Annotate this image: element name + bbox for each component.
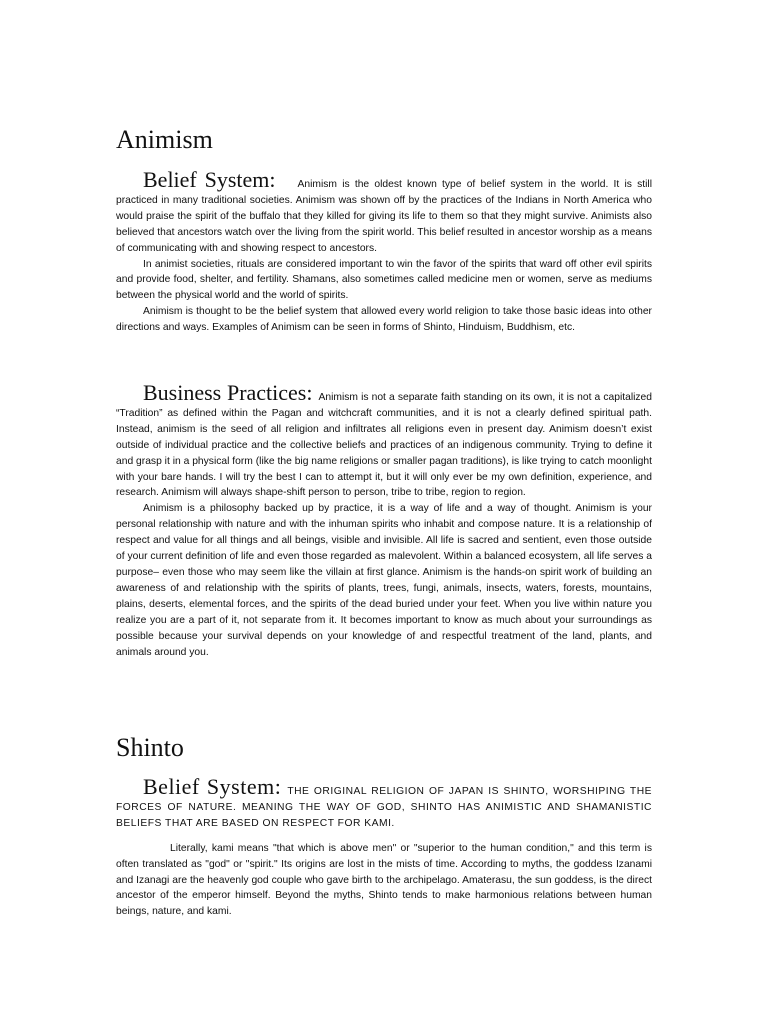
animism-title: Animism [116, 125, 213, 154]
shinto-belief-paragraph-2: Literally, kami means "that which is above men" or "superior to the human condition," and this term is often translated as "god" or "spirit." Its origins are lost in the mists of time. According to myths, the goddess Izanami and Izanagi are the heavenly god couple who gave birth to the archipelago. Amaterasu, the sun goddess, is the direct ancestor of the emperor himself. Beyond the myths, Shinto tends to make harmonious relations between human beings, nature, and kami. [116, 842, 652, 918]
animism-belief-paragraph-3: Animism is thought to be the belief system that allowed every world religion to take those basic ideas into other directions and ways. Examples of Animism can be seen in forms of Shinto, Hinduism, Buddhism, etc. [116, 306, 652, 334]
shinto-title: Shinto [116, 733, 184, 762]
animism-business-paragraph-2: Animism is a philosophy backed up by practice, it is a way of life and a way of thought. Animism is your personal relationship with nature and with the inhuman spirits who inhabit and compose nature. It is a relationship of respect and value for all things and all beings, visible and invisible. All life is sacred and sentient, even those outside of your current definition of life and even those regarded as malevolent. Within a balanced ecosystem, all life serves a purpose– even those who may seem like the villain at first glance. Animism is the hands-on spirit work of building an awareness of and relationship with the spirits of plants, trees, fungi, animals, insects, waters, forests, mountains, plains, deserts, elemental forces, and the spirits of the dead buried under your feet. When you live within nature you realize you are a part of it, not separate from it. It becomes important to know as much about your surroundings as possible because your survival depends on your knowledge of and respectful treatment of the land, plants, and animals around you. [116, 503, 652, 658]
animism-belief-text-1: Animism is the oldest known type of belief system in the world. It is still practiced in many traditional societies. Animism was shown off by the practices of the Indians in North America who would praise the spirit of the buffalo that they killed for giving its life to them so that they might survive. Animists also believed that ancestors watch over the living from the spirit world. This belief resulted in ancestor worship as a means of communicating with and showing respect to ancestors. [116, 179, 653, 254]
animism-belief-section [116, 169, 652, 336]
shinto-belief-section [116, 776, 652, 920]
animism-belief-paragraph-2: In animist societies, rituals are considered important to win the favor of the spirits that ward off other evil spirits and provide food, shelter, and fertility. Shamans, also sometimes called medicine men or women, serve as mediums between the physical world and the world of spirits. [116, 258, 652, 302]
animism-business-text-1: Animism is not a separate faith standing on its own, it is not a capitalized “Tradition” as defined within the Pagan and witchcraft communities, and it is not a clearly defined spiritual path. Instead, animism is the seed of all religion and infiltrates all religions even in present day. Animism doesn’t exist outside of individual practice and the collective beliefs and practices of an indigenous community. Trying to define it and grasp it in a physical form (like the big name religions or smaller pagan traditions), is like trying to catch moonlight with your bare hands. I will try the best I can to attempt it, but it will only ever be my own definition, experience, and research. Animism will always shape-shift person to person, tribe to tribe, region to region. [116, 392, 652, 499]
shinto-belief-text-1: THE ORIGINAL RELIGION OF JAPAN IS SHINTO, WORSHIPING THE FORCES OF NATURE. MEANING THE WAY OF GOD, SHINTO HAS ANIMISTIC AND SHAMANISTIC BELIEFS THAT ARE BASED ON RESPECT FOR KAMI. [116, 786, 652, 829]
shinto-belief-heading: Belief System: [143, 774, 282, 799]
animism-business-section [116, 382, 652, 660]
shinto-belief-paragraph-1 [116, 776, 652, 832]
animism-belief-heading: Belief System: [143, 167, 276, 192]
animism-belief-paragraph-1 [116, 169, 652, 257]
animism-business-heading: Business Practices: [143, 380, 313, 405]
animism-business-paragraph-1 [116, 382, 652, 501]
